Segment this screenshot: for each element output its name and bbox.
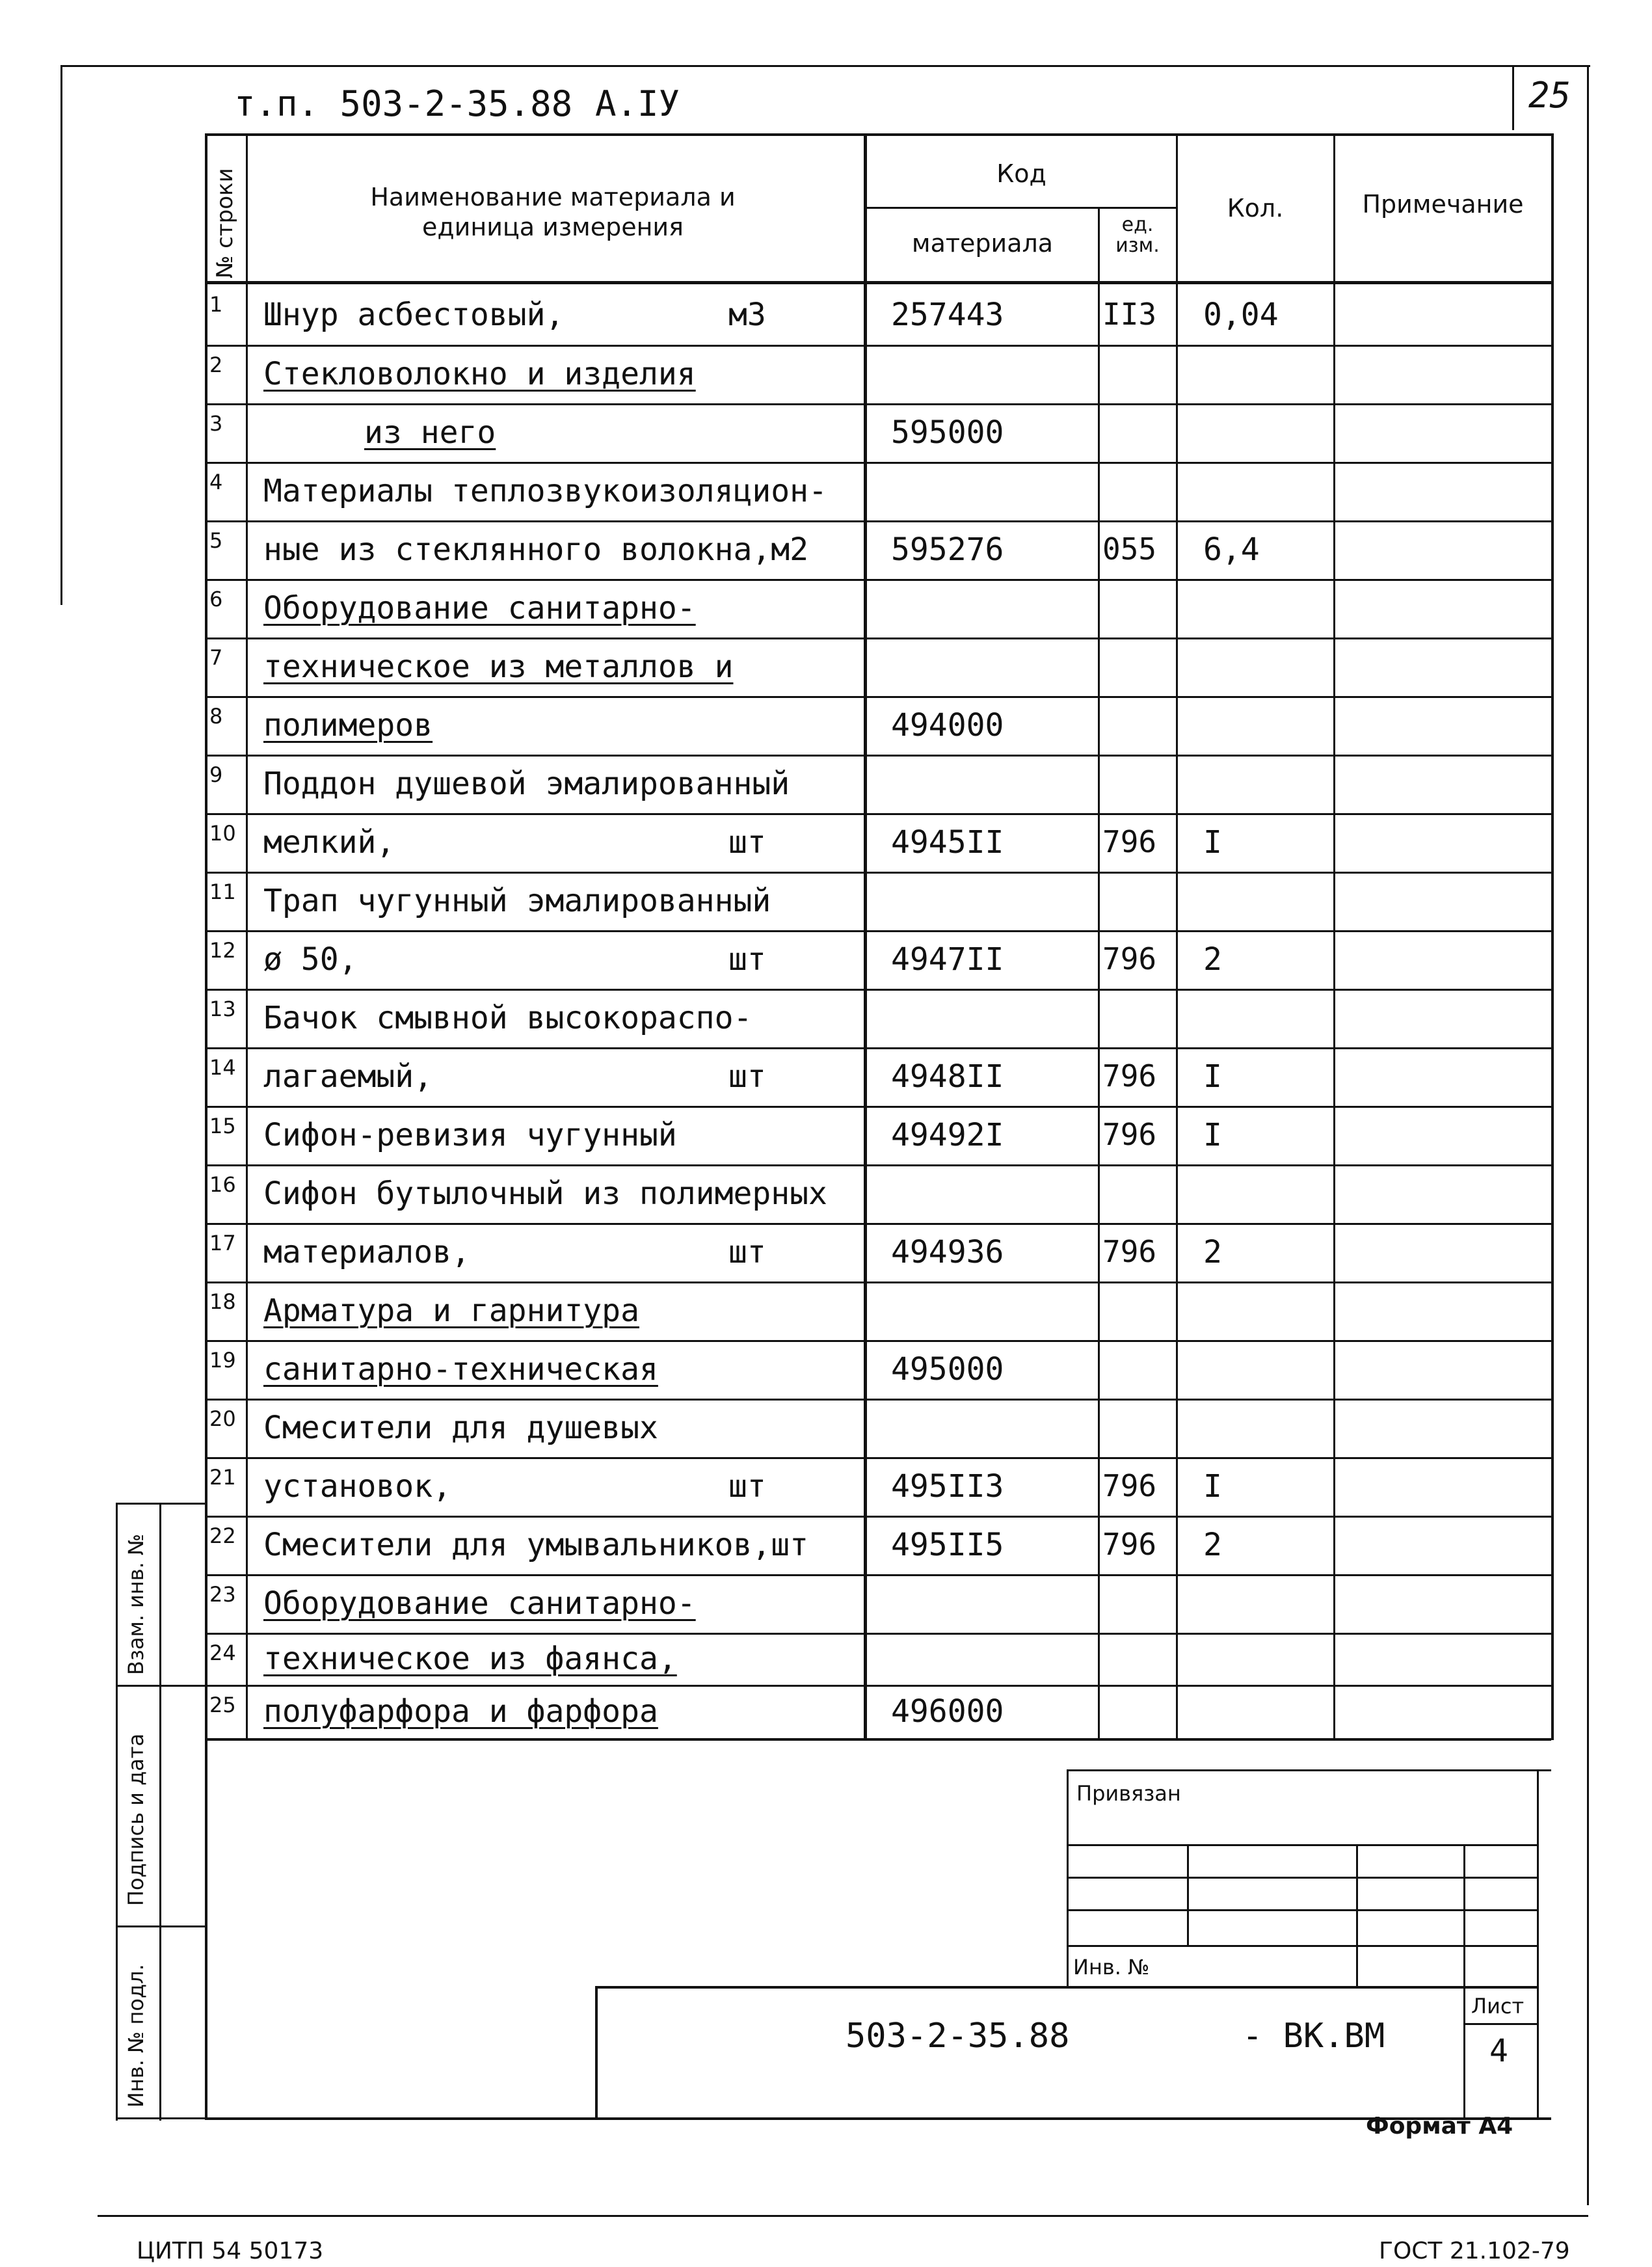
unit-label: шт <box>728 824 766 861</box>
footer-left: ЦИТП 54 50173 <box>137 2238 324 2264</box>
row-number: 13 <box>209 997 236 1021</box>
stamp-right <box>1537 1769 1539 2117</box>
row-number: 11 <box>209 879 236 904</box>
col-header-material: материала <box>911 229 1054 258</box>
col-sep-3 <box>1098 207 1100 1740</box>
row-separator <box>205 1399 1551 1401</box>
row-separator <box>205 813 1551 815</box>
col-header-name: Наименование материала и единица измерения <box>370 183 736 241</box>
row-number: 10 <box>209 821 236 846</box>
label-vzam-inv: Взам. инв. № <box>124 1533 148 1675</box>
row-separator <box>205 637 1551 639</box>
row-number: 14 <box>209 1055 236 1080</box>
row-number: 21 <box>209 1465 236 1490</box>
material-name: из него <box>364 414 496 451</box>
label-podpis-data: Подпись и дата <box>124 1733 148 1906</box>
material-name: Сифон-ревизия чугунный <box>263 1117 677 1153</box>
unit-label: шт <box>728 1058 766 1095</box>
row-number: 22 <box>209 1523 236 1548</box>
col-sep-4 <box>1176 133 1178 1740</box>
frame-left <box>60 65 62 605</box>
stamp-top <box>1067 1769 1551 1771</box>
page-number: 25 <box>1528 75 1571 116</box>
col-header-unit: ед. изм. <box>1115 213 1160 257</box>
row-number: 23 <box>209 1582 236 1607</box>
row-separator <box>205 520 1551 522</box>
material-name: Смесители для умывальников,шт <box>263 1527 809 1563</box>
material-code: 495II5 <box>891 1527 1004 1563</box>
quantity: I <box>1203 1058 1222 1095</box>
quantity: I <box>1203 1468 1222 1505</box>
header-bottom <box>205 281 1551 284</box>
material-name: Смесители для душевых <box>263 1410 658 1446</box>
unit-code: 796 <box>1102 1527 1157 1562</box>
row-separator <box>205 1340 1551 1342</box>
row-number: 8 <box>209 704 223 729</box>
material-code: 257443 <box>891 296 1004 333</box>
col-header-qty: Кол. <box>1227 194 1284 222</box>
row-separator <box>205 1516 1551 1518</box>
row-number: 17 <box>209 1231 236 1255</box>
row-separator <box>205 579 1551 581</box>
row-separator <box>205 755 1551 757</box>
row-separator <box>205 1047 1551 1049</box>
material-name: Трап чугунный эмалированный <box>263 883 771 919</box>
label-inv-podl: Инв. № подл. <box>124 1964 148 2108</box>
unit-code: 796 <box>1102 824 1157 859</box>
row-number: 9 <box>209 762 223 787</box>
table-left <box>205 133 207 2117</box>
unit-code: 796 <box>1102 1058 1157 1093</box>
stamp-col-1 <box>1187 1844 1189 1945</box>
row-number: 2 <box>209 353 223 377</box>
stamp-row-2 <box>1067 1877 1538 1879</box>
material-code: 4947II <box>891 941 1004 978</box>
unit-label: шт <box>728 1468 766 1505</box>
side-strip-left <box>116 1503 118 2121</box>
row-number: 5 <box>209 528 223 553</box>
material-name: техническое из металлов и <box>263 649 734 685</box>
stamp-col-2 <box>1356 1844 1358 1987</box>
col-sep-5 <box>1333 133 1335 1740</box>
row-separator <box>205 1281 1551 1283</box>
col-header-row-no: № строки <box>212 168 238 278</box>
row-separator <box>205 1457 1551 1459</box>
row-separator <box>205 1164 1551 1166</box>
material-name: Бачок смывной высокораспо- <box>263 1000 753 1036</box>
row-number: 20 <box>209 1406 236 1431</box>
material-name: техническое из фаянса, <box>263 1641 677 1677</box>
material-code: 494000 <box>891 707 1004 744</box>
material-code: 595000 <box>891 414 1004 451</box>
material-code: 4948II <box>891 1058 1004 1095</box>
row-separator <box>205 1574 1551 1576</box>
row-separator <box>205 989 1551 991</box>
row-separator <box>205 1633 1551 1635</box>
sheet-split <box>1463 2023 1538 2025</box>
quantity: I <box>1203 824 1222 861</box>
row-number: 19 <box>209 1348 236 1373</box>
stamp-bound-label: Привязан <box>1076 1781 1181 1806</box>
row-number: 24 <box>209 1641 236 1665</box>
quantity: 2 <box>1203 1527 1222 1563</box>
row-number: 6 <box>209 587 223 611</box>
material-code: 496000 <box>891 1693 1004 1730</box>
data-bottom <box>205 1738 1551 1741</box>
code-split <box>865 207 1177 209</box>
frame-right <box>1587 65 1589 2205</box>
row-separator <box>205 872 1551 874</box>
row-number: 18 <box>209 1289 236 1314</box>
stamp-col-3 <box>1463 1844 1465 1987</box>
sheet-number: 4 <box>1489 2033 1508 2069</box>
stamp-inv-no-label: Инв. № <box>1073 1955 1150 1979</box>
row-separator <box>205 1106 1551 1108</box>
frame-bottom <box>98 2215 1588 2217</box>
material-code: 595276 <box>891 531 1004 568</box>
row-separator <box>205 462 1551 464</box>
material-name: полимеров <box>263 707 433 744</box>
row-number: 3 <box>209 411 223 436</box>
material-code: 494936 <box>891 1234 1004 1270</box>
quantity: 6,4 <box>1203 531 1260 568</box>
material-code: 495II3 <box>891 1468 1004 1505</box>
material-name: ø 50, <box>263 941 358 978</box>
quantity: 0,04 <box>1203 296 1279 333</box>
row-separator <box>205 403 1551 405</box>
side-strip-bottom <box>116 2117 207 2119</box>
format-label: Формат А4 <box>1366 2113 1513 2140</box>
unit-label: шт <box>728 941 766 978</box>
row-number: 25 <box>209 1693 236 1717</box>
table-bottom <box>205 2117 1551 2120</box>
unit-label: м3 <box>728 296 766 333</box>
row-separator <box>205 1223 1551 1225</box>
side-strip-top <box>116 1503 207 1505</box>
unit-code: 055 <box>1102 531 1157 567</box>
side-strip-mid <box>159 1503 161 2121</box>
row-separator <box>205 696 1551 698</box>
material-name: Стекловолокно и изделия <box>263 356 696 392</box>
quantity: I <box>1203 1117 1222 1153</box>
material-code: 49492I <box>891 1117 1004 1153</box>
material-name: Оборудование санитарно- <box>263 590 696 626</box>
quantity: 2 <box>1203 941 1222 978</box>
page-number-divider <box>1512 65 1514 130</box>
unit-code: 796 <box>1102 1234 1157 1269</box>
title-top <box>595 1986 1538 1989</box>
col-header-note: Примечание <box>1362 190 1524 219</box>
side-strip-sep-2 <box>116 1925 207 1927</box>
title-doc-code: 503-2-35.88 <box>846 2017 1070 2056</box>
table-right <box>1551 133 1554 1740</box>
unit-code: 796 <box>1102 941 1157 976</box>
stamp-row-4 <box>1067 1945 1538 1947</box>
material-name: лагаемый, <box>263 1058 433 1095</box>
material-name: Материалы теплозвукоизоляцион- <box>263 473 827 509</box>
title-left <box>595 1986 598 2119</box>
material-name: Шнур асбестовый, <box>263 296 565 333</box>
table-top <box>205 133 1551 136</box>
stamp-row-1 <box>1067 1844 1538 1846</box>
row-separator <box>205 1685 1551 1687</box>
unit-code: II3 <box>1102 296 1157 332</box>
material-code: 495000 <box>891 1351 1004 1388</box>
col-sep-2 <box>864 133 867 1740</box>
material-name: мелкий, <box>263 824 395 861</box>
material-name: Поддон душевой эмалированный <box>263 766 790 802</box>
material-name: Оборудование санитарно- <box>263 1585 696 1622</box>
stamp-row-3 <box>1067 1909 1538 1911</box>
row-number: 15 <box>209 1114 236 1138</box>
title-suffix: - ВК.ВМ <box>1242 2017 1385 2056</box>
unit-code: 796 <box>1102 1117 1157 1152</box>
material-name: материалов, <box>263 1234 470 1270</box>
material-name: ные из стеклянного волокна,м2 <box>263 531 809 568</box>
material-name: Арматура и гарнитура <box>263 1293 639 1329</box>
frame-top <box>62 65 1590 67</box>
material-code: 4945II <box>891 824 1004 861</box>
unit-code: 796 <box>1102 1468 1157 1503</box>
sheet-left <box>1463 1986 1465 2119</box>
material-name: санитарно-техническая <box>263 1351 658 1388</box>
material-name: установок, <box>263 1468 451 1505</box>
footer-right: ГОСТ 21.102-79 <box>1379 2238 1570 2264</box>
row-number: 12 <box>209 938 236 963</box>
side-strip-sep-1 <box>116 1685 207 1687</box>
unit-label: шт <box>728 1234 766 1270</box>
row-number: 1 <box>209 292 223 317</box>
col-header-code: Код <box>996 159 1046 188</box>
row-number: 4 <box>209 470 223 494</box>
material-name: полуфарфора и фарфора <box>263 1693 658 1730</box>
row-separator <box>205 345 1551 347</box>
doc-reference: т.п. 503-2-35.88 <box>234 83 573 124</box>
sheet-label: Лист <box>1471 1994 1525 2019</box>
row-number: 16 <box>209 1172 236 1197</box>
material-name: Сифон бутылочный из полимерных <box>263 1175 827 1212</box>
col-sep-1 <box>246 133 248 1740</box>
quantity: 2 <box>1203 1234 1222 1270</box>
album-number: А.IУ <box>595 83 680 124</box>
row-separator <box>205 930 1551 932</box>
row-number: 7 <box>209 645 223 670</box>
